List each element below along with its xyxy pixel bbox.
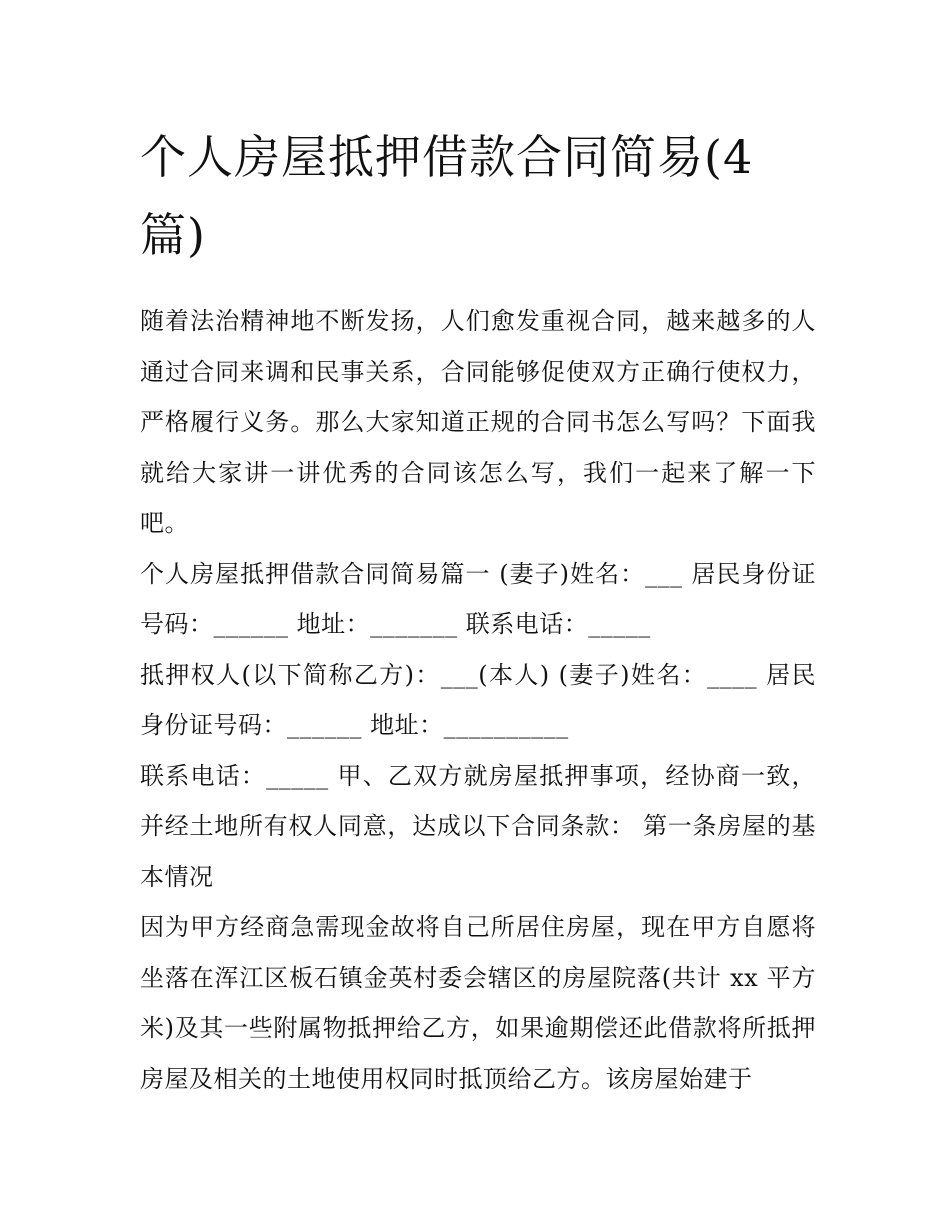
paragraph-intro: 随着法治精神地不断发扬，人们愈发重视合同，越来越多的人通过合同来调和民事关系，合同能够促使双方正确行使权力，严格履行义务。那么大家知道正规的合同书怎么写吗？下面我就给大家讲一讲优秀的合同该怎么写，我们一起来了解一下吧。: [140, 307, 816, 537]
paragraph-mortgagee-info: 抵押权人(以下简称乙方)：___(本人) (妻子)姓名：____ 居民身份证号码：______ 地址：__________: [140, 660, 816, 739]
document-page: [140, 118, 816, 1104]
document-title: 个人房屋抵押借款合同简易(4篇): [140, 130, 754, 262]
document-body: [140, 296, 816, 1104]
paragraph-agreement-terms: 联系电话：_____ 甲、乙双方就房屋抵押事项，经协商一致，并经土地所有权人同意，达成以下合同条款： 第一条房屋的基本情况: [140, 761, 816, 891]
paragraph-mortgagor-info: 个人房屋抵押借款合同简易篇一 (妻子)姓名：___ 居民身份证号码：______ 地址：_______ 联系电话：_____: [140, 559, 816, 638]
paragraph-property-details: 因为甲方经商急需现金故将自己所居住房屋，现在甲方自愿将坐落在浑江区板石镇金英村委会辖区的房屋院落(共计 xx 平方米)及其一些附属物抵押给乙方，如果逾期偿还此借款将所抵押房屋及相关的土地使用权同时抵顶给乙方。该房屋始建于: [140, 913, 816, 1093]
